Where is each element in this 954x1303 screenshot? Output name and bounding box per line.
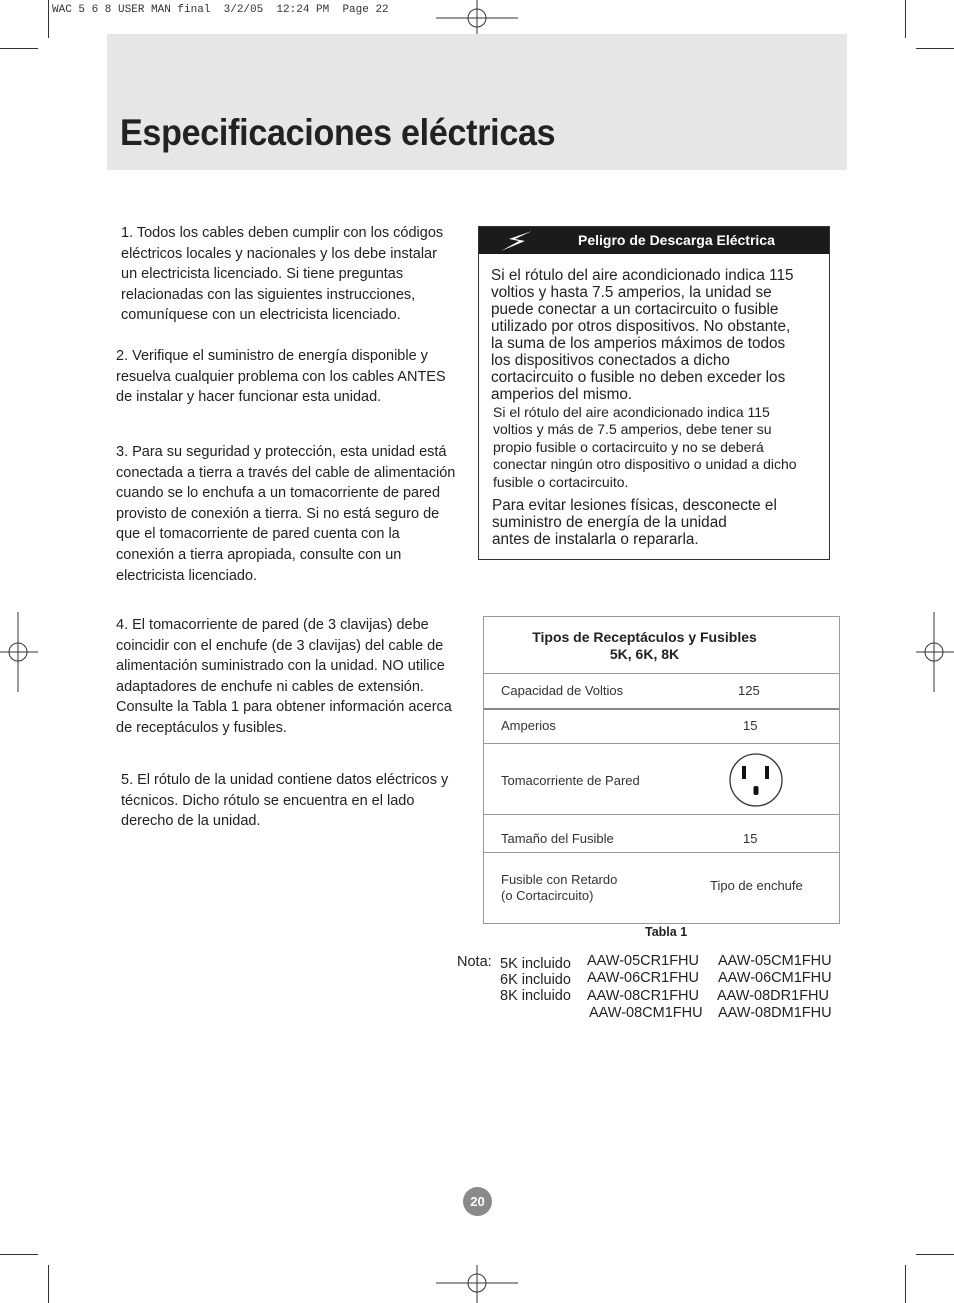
registration-mark-top <box>436 0 518 38</box>
paragraph-2: 2. Verifique el suministro de energía disponible y resuelva cualquier problema con los cables ANTES de instalar y hacer funcionar esta unidad. <box>116 348 446 406</box>
warning-title: Peligro de Descarga Eléctrica <box>578 232 775 248</box>
warning-text-2: Si el rótulo del aire acondicionado indica 115 voltios y más de 7.5 amperios, debe tener su propio fusible o cortacircuito y no se deberá conectar ningún otro dispositivo o unidad a dicho fusible o cortacircuito. <box>493 404 797 490</box>
table-title: Tipos de Receptáculos y Fusibles 5K, 6K, 8K <box>532 629 757 662</box>
list-item: AAW-06CM1FHU <box>718 970 832 986</box>
table-row: Fusible con Retardo (o Cortacircuito) Tipo de enchufe <box>484 852 839 923</box>
electric-shock-warning-box <box>478 226 830 560</box>
paragraph-5: 5. El rótulo de la unidad contiene datos eléctricos y técnicos. Dicho rótulo se encuentra en el lado derecho de la unidad. <box>121 772 449 830</box>
receptacle-fuse-table <box>483 616 840 924</box>
lightning-bolt-icon <box>499 230 535 252</box>
warning-text-3: Para evitar lesiones físicas, desconecte el suministro de energía de la unidad antes de instalarla o repararla. <box>492 497 777 548</box>
registration-mark-left <box>0 612 38 692</box>
list-item: AAW-08DR1FHU <box>717 988 829 1004</box>
registration-mark-right <box>916 612 954 692</box>
table-row: Tomacorriente de Pared <box>484 743 839 814</box>
nota-label: Nota: <box>457 954 492 970</box>
table-row: Amperios 15 <box>484 708 839 745</box>
paragraph-3: 3. Para su seguridad y protección, esta unidad está conectada a tierra a través del cable de alimentación cuando se lo enchufa a un tomacorriente de pared provisto de conexión a tierra. Si no está seguro de que el tomacorriente de pared cuenta con la conexión a tierra apropiada, consulte con un electricista licenciado. <box>116 444 456 584</box>
page-title: Especificaciones eléctricas <box>120 112 556 153</box>
list-item: AAW-08CR1FHU <box>587 988 699 1004</box>
paragraph-4: 4. El tomacorriente de pared (de 3 clavijas) debe coincidir con el enchufe (de 3 clavijas) del cable de alimentación suministrado con la unidad. NO utilice adaptadores de enchufe ni cables de extensión. Consulte la Tabla 1 para obtener información acerca de receptáculos y fusibles. <box>116 617 452 736</box>
list-item: AAW-05CM1FHU <box>718 953 832 969</box>
table-caption: Tabla 1 <box>645 925 688 939</box>
list-item: 8K incluido <box>500 988 571 1004</box>
list-item: 6K incluido <box>500 972 571 988</box>
registration-mark-bottom <box>436 1265 518 1303</box>
list-item: 5K incluido <box>500 956 571 972</box>
paragraph-1: 1. Todos los cables deben cumplir con los códigos eléctricos locales y nacionales y los debe instalar un electricista licenciado. Si tiene preguntas relacionadas con las siguientes instrucciones, comuníquese con un electricista licenciado. <box>121 225 444 324</box>
table-row: Capacidad de Voltios 125 <box>484 673 839 708</box>
table-row: Tamaño del Fusible 15 <box>484 814 839 853</box>
list-item: AAW-08DM1FHU <box>718 1005 832 1021</box>
list-item: AAW-08CM1FHU <box>589 1005 703 1021</box>
warning-text-1: Si el rótulo del aire acondicionado indica 115 voltios y hasta 7.5 amperios, la unidad se puede conectar a un cortacircuito o fusible utilizado por otros dispositivos. No obstante, la suma de los amperios máximos de todos los dispositivos conectados a dicho cortacircuito o fusible no deben exceder los amperios del mismo. <box>491 267 794 403</box>
outlet-icon <box>728 752 784 808</box>
warning-header <box>479 227 829 254</box>
list-item: AAW-05CR1FHU <box>587 953 699 969</box>
print-slug-line: WAC 5 6 8 USER MAN final 3/2/05 12:24 PM Page 22 <box>52 4 389 16</box>
list-item: AAW-06CR1FHU <box>587 970 699 986</box>
page-number: 20 <box>463 1187 492 1216</box>
